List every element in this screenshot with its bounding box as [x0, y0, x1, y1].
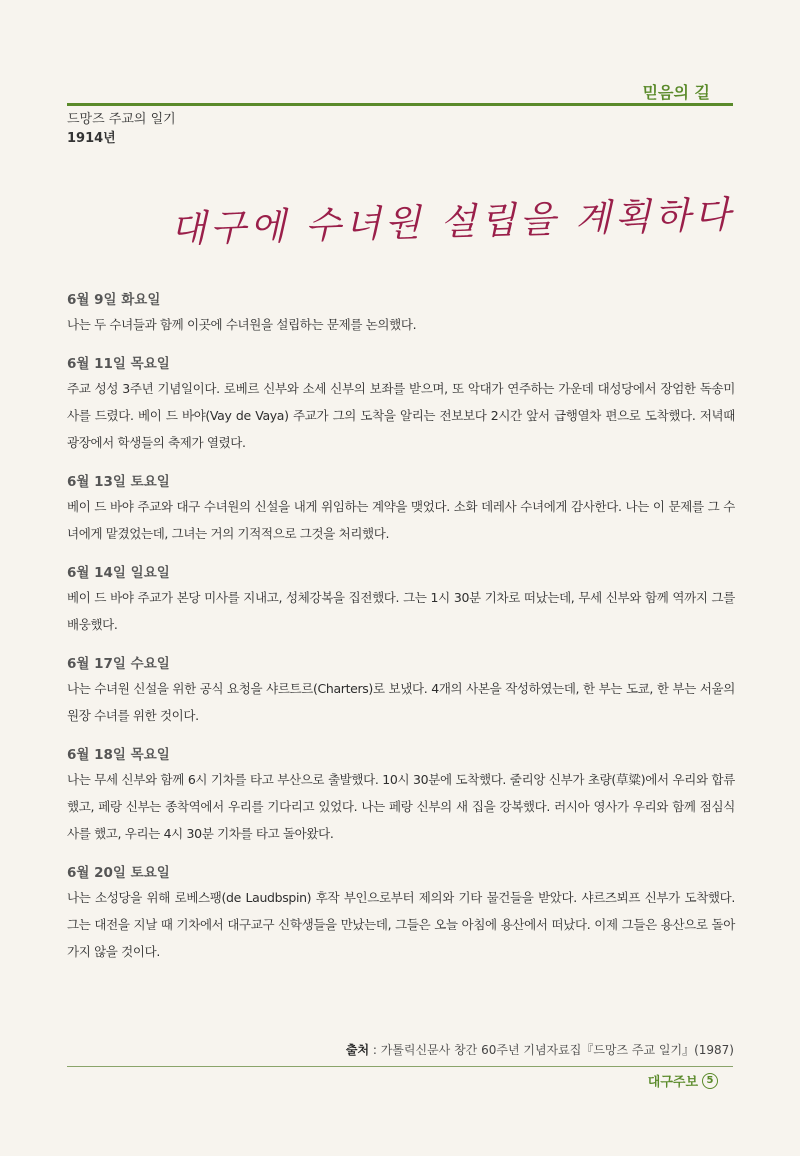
- entry-date: 6월 11일 목요일: [67, 356, 170, 372]
- series-title: 드망즈 주교의 일기: [67, 112, 176, 127]
- entry-text: 나는 수녀원 신설을 위한 공식 요청을 샤르트르(Charters)로 보냈다. 4개의 사본을 작성하였는데, 한 부는 도쿄, 한 부는 서울의 원장 수녀를 위한 것이다.: [67, 681, 735, 723]
- entry-date: 6월 20일 토요일: [67, 865, 170, 881]
- bottom-divider: [67, 1066, 733, 1067]
- top-divider: [67, 103, 733, 106]
- source-citation: [346, 1041, 734, 1058]
- source-text: : 가톨릭신문사 창간 60주년 기념자료집『드망즈 주교 일기』(1987): [369, 1043, 734, 1057]
- section-label: 믿음의 길: [642, 83, 710, 102]
- series-header: [67, 110, 176, 148]
- source-key: 출처: [345, 1043, 370, 1057]
- series-year: 1914년: [67, 131, 116, 146]
- entry-date: 6월 14일 일요일: [67, 565, 170, 581]
- diary-entry: [67, 471, 735, 547]
- article-headline: 대구에 수녀원 설립을 계획하다: [169, 193, 735, 251]
- diary-entry: [67, 862, 735, 965]
- entry-text: 주교 성성 3주년 기념일이다. 로베르 신부와 소세 신부의 보좌를 받으며, 또 악대가 연주하는 가운데 대성당에서 장엄한 독송미사를 드렸다. 베이 드 바야(Vay de Vaya) 주교가 그의 도착을 알리는 전보보다 2시간 앞서 급행열차 편으로 도착했다. 저녁때 광장에서 학생들의 축제가 열렸다.: [67, 381, 735, 450]
- entry-text: 나는 무세 신부와 함께 6시 기차를 타고 부산으로 출발했다. 10시 30분에 도착했다. 줄리앙 신부가 초량(草粱)에서 우리와 합류했고, 페랑 신부는 종착역에서 우리를 기다리고 있었다. 나는 페랑 신부의 새 집을 강복했다. 러시아 영사가 우리와 함께 점심식사를 했고, 우리는 4시 30분 기차를 타고 돌아왔다.: [67, 772, 735, 841]
- diary-entry: [67, 289, 735, 338]
- entry-date: 6월 9일 화요일: [67, 292, 161, 308]
- diary-entries: [67, 289, 735, 980]
- entry-text: 베이 드 바야 주교가 본당 미사를 지내고, 성체강복을 집전했다. 그는 1시 30분 기차로 떠났는데, 무세 신부와 함께 역까지 그를 배웅했다.: [67, 590, 735, 632]
- publication-name: 대구주보: [647, 1075, 698, 1090]
- page-footer: [648, 1071, 718, 1090]
- entry-text: 나는 두 수녀들과 함께 이곳에 수녀원을 설립하는 문제를 논의했다.: [67, 317, 417, 332]
- entry-text: 베이 드 바야 주교와 대구 수녀원의 신설을 내게 위임하는 계약을 맺었다. 소화 데레사 수녀에게 감사한다. 나는 이 문제를 그 수녀에게 맡겼었는데, 그녀는 거의 기적적으로 그것을 처리했다.: [67, 499, 735, 541]
- diary-entry: [67, 744, 735, 847]
- diary-entry: [67, 653, 735, 729]
- diary-entry: [67, 562, 735, 638]
- diary-entry: [67, 353, 735, 456]
- entry-text: 나는 소성당을 위해 로베스팽(de Laudbspin) 후작 부인으로부터 제의와 기타 물건들을 받았다. 샤르즈뵈프 신부가 도착했다. 그는 대전을 지날 때 기차에서 대구교구 신학생들을 만났는데, 그들은 오늘 아침에 용산에서 떠났다. 이제 그들은 용산으로 돌아가지 않을 것이다.: [67, 890, 735, 959]
- entry-date: 6월 13일 토요일: [67, 474, 170, 490]
- entry-date: 6월 18일 목요일: [67, 747, 170, 763]
- entry-date: 6월 17일 수요일: [67, 656, 170, 672]
- page-number: 5: [702, 1073, 718, 1089]
